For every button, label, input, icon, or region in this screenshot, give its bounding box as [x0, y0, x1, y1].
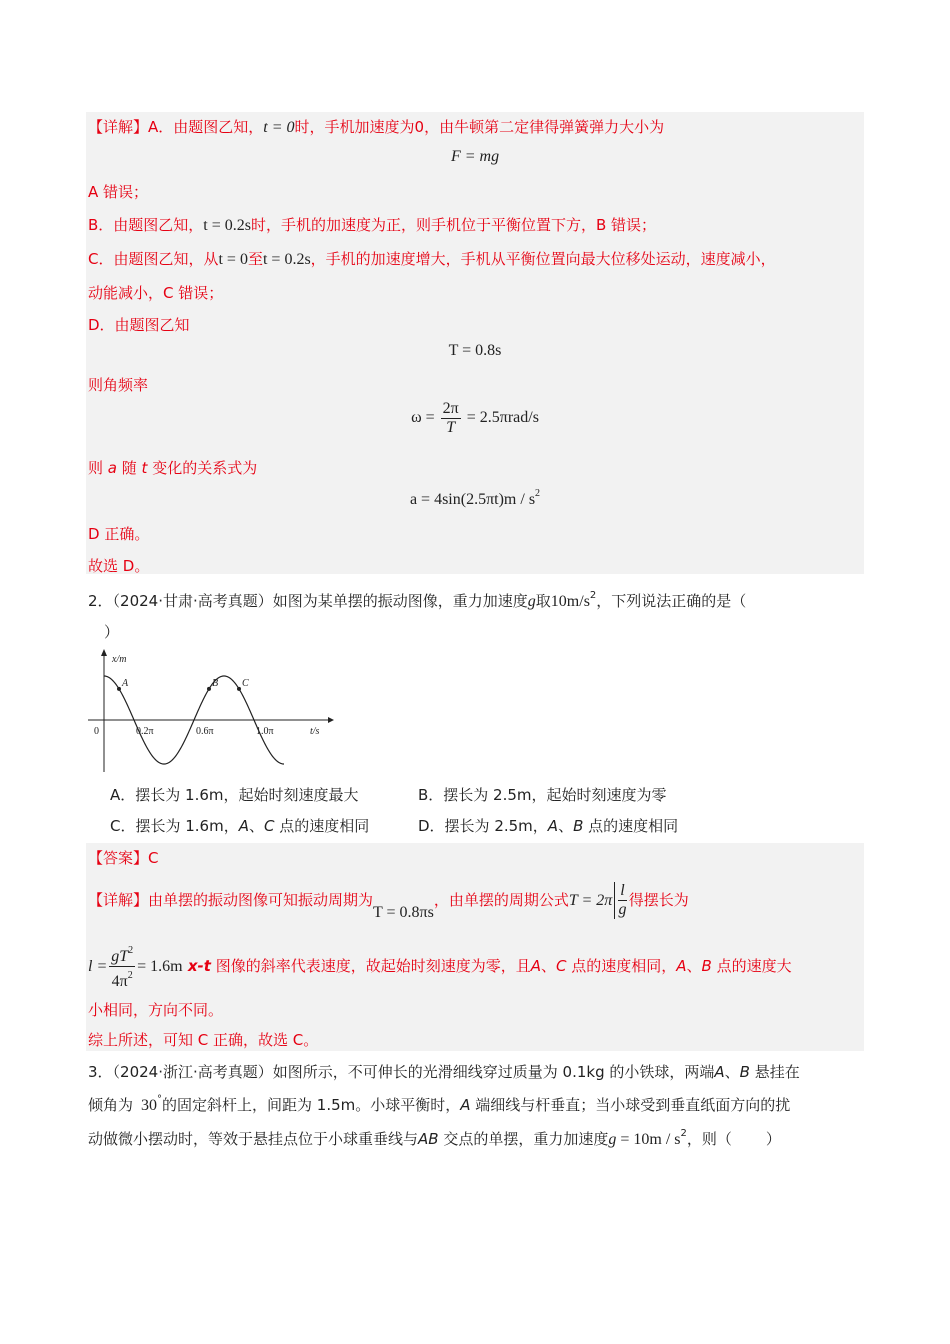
d-correct: D 正确。	[88, 525, 150, 543]
point-a	[117, 687, 121, 691]
math-t0: t = 0	[263, 119, 295, 136]
q2-stem-close: ）	[104, 623, 120, 641]
option-a[interactable]: A．摆长为 1.6m，起始时刻速度最大	[110, 786, 359, 804]
q2-answer: 【答案】C	[88, 849, 159, 867]
a-relation-intro: 则 a 随 t 变化的关系式为	[88, 459, 258, 477]
x-axis-arrow	[328, 717, 334, 723]
q2-detail-line3: 小相同，方向不同。	[88, 1001, 224, 1019]
x-tick-label: 1.0π	[256, 726, 274, 737]
equation-a: $a = 4\sin(2.5\pi t)m / s^2$	[409, 488, 541, 508]
x-tick-label: 0.6π	[196, 726, 214, 737]
y-axis-label: x/m	[112, 654, 127, 665]
x-axis-label: t/s	[310, 726, 320, 737]
choose-d: 故选 D。	[88, 557, 150, 575]
q1-detail-line-c2: 动能减小，C 错误；	[88, 284, 224, 302]
option-b[interactable]: B．摆长为 2.5m，起始时刻速度为零	[418, 786, 667, 804]
math-t02: t = 0.2s	[203, 217, 251, 234]
oscillation-chart	[88, 646, 348, 776]
q1-detail-line-b: B．由题图乙知，t = 0.2s时，手机的加速度为正，则手机位于平衡位置下方，B 错误；	[88, 216, 657, 234]
option-d[interactable]: D．摆长为 2.5m，A、B 点的速度相同	[418, 817, 679, 835]
q2-summary: 综上所述，可知 C 正确，故选 C。	[88, 1031, 319, 1049]
equation-f-mg: F = mg	[450, 148, 500, 165]
q3-line2: 倾角为 30°的固定斜杆上，间距为 1.5m。小球平衡时，A 端细线与杆垂直；当小球受到垂直纸面方向的扰	[88, 1094, 791, 1114]
equation-omega: ω = $\frac{2\pi}{T}$ = 2.5πrad/s	[411, 400, 539, 436]
q3-line1: 3．（2024·浙江·高考真题）如图所示，不可伸长的光滑细线穿过质量为 0.1kg 的小铁球，两端A、B 悬挂在	[88, 1063, 800, 1081]
point-label-c: C	[242, 677, 249, 689]
q1-detail-line-d: D．由题图乙知	[88, 316, 190, 334]
point-label-a: A	[122, 677, 129, 689]
equation-period: T = 0.8s	[448, 342, 502, 359]
y-axis-arrow	[101, 649, 107, 656]
detail-label: 【详解】	[88, 118, 149, 136]
x-tick-label: 0	[94, 726, 99, 737]
q1-a-wrong: A 错误；	[88, 183, 149, 201]
omega-intro: 则角频率	[88, 376, 149, 394]
point-b	[207, 687, 211, 691]
q2-detail-line2: l = $\frac{gT^2}{4\pi^2}$ = 1.6m x-t 图像的斜率代表速度，故起始时刻速度为零，且A、C 点的速度相同，A、B 点的速度大	[88, 942, 792, 991]
x-tick-label: 0.2π	[136, 726, 154, 737]
q1-detail-line-c: C．由题图乙知，从t = 0至t = 0.2s，手机的加速度增大，手机从平衡位置向最大位移处运动，速度减小，	[88, 250, 776, 268]
q2-detail-line1: 【详解】由单摆的振动图像可知振动周期为T = 0.8πs，由单摆的周期公式T = 2π $\frac{l}{g}$ 得摆长为	[88, 882, 689, 921]
point-c	[237, 687, 241, 691]
point-label-b: B	[212, 677, 219, 689]
q1-detail-line-a: 【详解】A．由题图乙知，t = 0时，手机加速度为0，由牛顿第二定律得弹簧弹力大小为	[88, 118, 665, 136]
q3-line3: 动做微小摆动时，等效于悬挂点位于小球重垂线与AB 交点的单摆，重力加速度$g = 10m / s^2$，则（ ）	[88, 1128, 781, 1148]
option-c[interactable]: C．摆长为 1.6m，A、C 点的速度相同	[110, 817, 370, 835]
q2-stem: 2．（2024·甘肃·高考真题）如图为某单摆的振动图像，重力加速度g取$10m/s^2$，下列说法正确的是（	[88, 590, 747, 610]
